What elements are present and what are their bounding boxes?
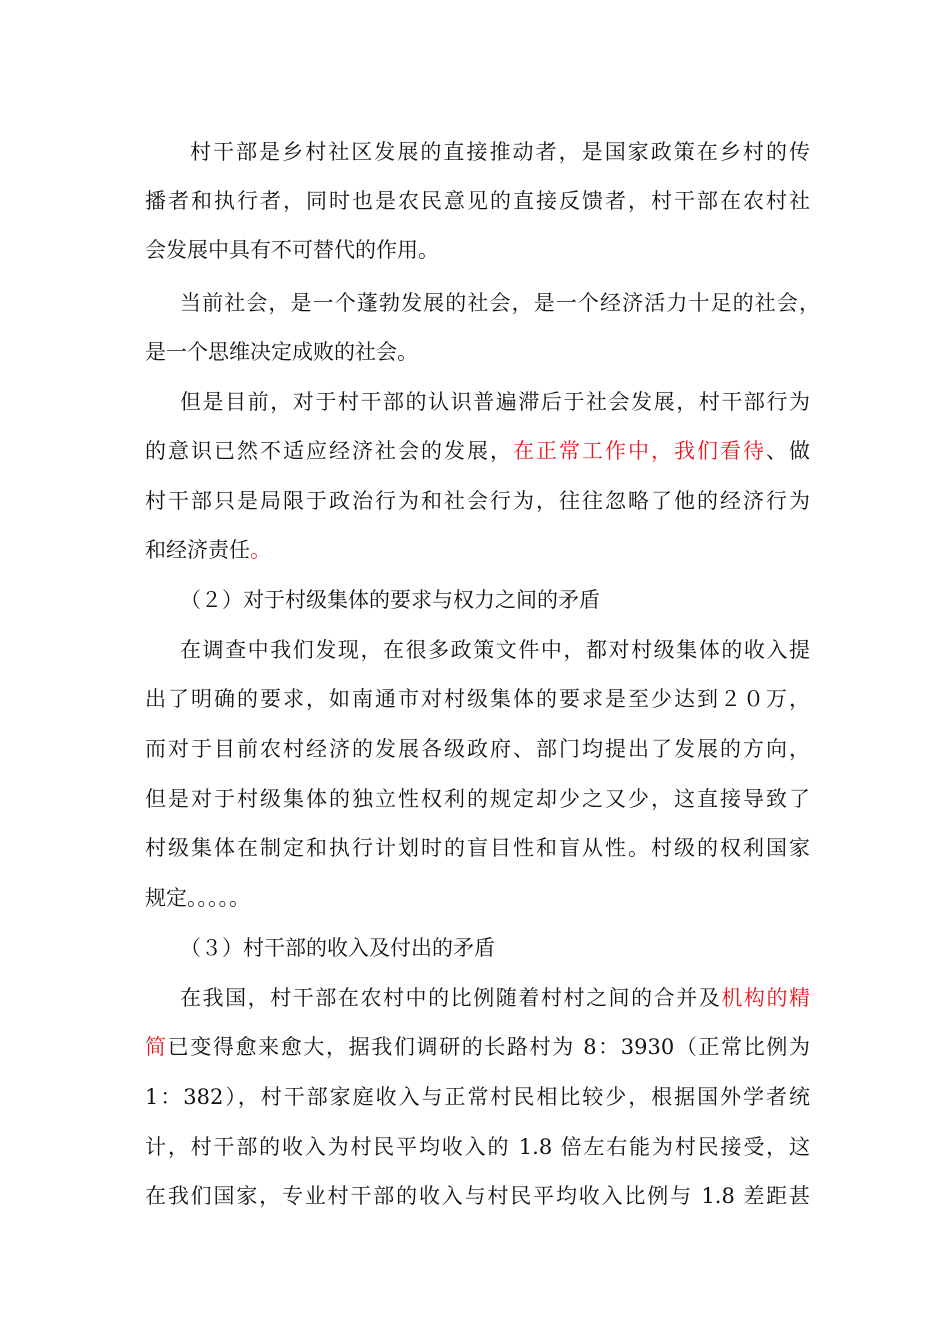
highlighted-char: 简 xyxy=(145,1035,168,1059)
paragraph-3-line-2 xyxy=(145,433,810,469)
paragraph-5-line-5: 在我们国家，专业村干部的收入与村民平均收入比例与 1.8 差距甚 xyxy=(145,1184,810,1208)
paragraph-5-line-4: 计，村干部的收入为村民平均收入的 1.8 倍左右能为村民接受，这 xyxy=(145,1135,810,1159)
section-heading-3: （３）村干部的收入及付出的矛盾 xyxy=(180,936,495,960)
highlighted-period: 。 xyxy=(250,538,271,562)
paragraph-3-line-2-text: 的意识已然不适应经济社会的发展， xyxy=(145,439,513,463)
highlighted-phrase-2: 机构的精 xyxy=(721,986,811,1010)
paragraph-4-line-1: 在调查中我们发现，在很多政策文件中，都对村级集体的收入提 xyxy=(180,638,810,662)
paragraph-4-line-6: 规定。。。。。 xyxy=(145,886,250,910)
paragraph-3-line-2-tail: 、做 xyxy=(766,439,810,463)
paragraph-5-line-1 xyxy=(180,980,810,1016)
paragraph-4-line-4: 但是对于村级集体的独立性权利的规定却少之又少，这直接导致了 xyxy=(145,787,810,811)
paragraph-1-line-2: 播者和执行者，同时也是农民意见的直接反馈者，村干部在农村社 xyxy=(145,189,810,213)
paragraph-3-line-3: 村干部只是局限于政治行为和社会行为，往往忽略了他的经济行为 xyxy=(145,489,810,513)
paragraph-5-line-2-text: 已变得愈来愈大，据我们调研的长路村为 8：3930（正常比例为 xyxy=(167,1035,811,1059)
paragraph-5-line-3: 1：382），村干部家庭收入与正常村民相比较少，根据国外学者统 xyxy=(145,1085,810,1109)
paragraph-3-line-1: 但是目前，对于村干部的认识普遍滞后于社会发展，村干部行为 xyxy=(180,390,810,414)
paragraph-3-line-4 xyxy=(145,532,810,568)
paragraph-2-line-1: 当前社会，是一个蓬勃发展的社会，是一个经济活力十足的社会， xyxy=(180,291,820,315)
paragraph-1-line-3: 会发展中具有不可替代的作用。 xyxy=(145,238,439,262)
paragraph-3-line-4-text: 和经济责任 xyxy=(145,538,250,562)
paragraph-5-line-2 xyxy=(145,1029,810,1065)
section-heading-2: （２）对于村级集体的要求与权力之间的矛盾 xyxy=(180,588,600,612)
highlighted-phrase: 在正常工作中，我们看待 xyxy=(513,439,766,463)
paragraph-5-line-1-text: 在我国，村干部在农村中的比例随着村村之间的合并及 xyxy=(180,986,722,1010)
paragraph-2-line-2: 是一个思维决定成败的社会。 xyxy=(145,340,418,364)
paragraph-4-line-5: 村级集体在制定和执行计划时的盲目性和盲从性。村级的权利国家 xyxy=(145,836,810,860)
paragraph-4-line-3: 而对于目前农村经济的发展各级政府、部门均提出了发展的方向， xyxy=(145,737,810,761)
paragraph-1-line-1: 村干部是乡村社区发展的直接推动者，是国家政策在乡村的传 xyxy=(190,140,810,164)
paragraph-4-line-2: 出了明确的要求，如南通市对村级集体的要求是至少达到２０万， xyxy=(145,687,810,711)
